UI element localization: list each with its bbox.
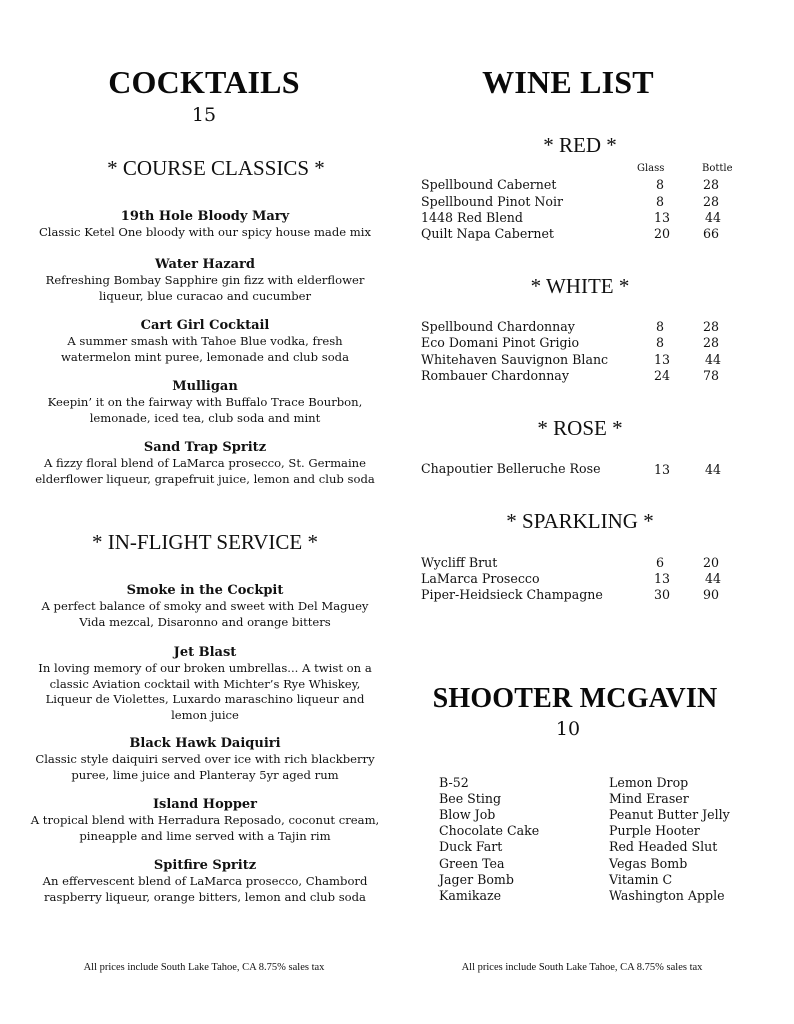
wine-name: Piper-Heidsieck Champagne (421, 587, 603, 602)
cocktail-item (0, 209, 410, 241)
wine-row (421, 352, 751, 368)
section-heading-red: * RED * (543, 133, 617, 157)
glass-price: 13 (654, 352, 671, 367)
bottle-price: 44 (705, 462, 722, 477)
bottle-price: 44 (705, 571, 722, 586)
wine-name: Quilt Napa Cabernet (421, 226, 554, 241)
shooter-item: Jager Bomb (439, 872, 514, 887)
cocktail-description: liqueur, blue curacao and cucumber (98, 288, 312, 303)
cocktail-description: classic Aviation cocktail with Michter’s Rye Whiskey, (49, 676, 361, 691)
cocktail-item (0, 797, 410, 844)
wine-row (421, 319, 751, 335)
cocktail-description: A perfect balance of smoky and sweet with Del Maguey (41, 599, 369, 613)
shooter-item: Blow Job (439, 807, 496, 822)
wine-row (421, 587, 751, 603)
shooter-item: Peanut Butter Jelly (609, 807, 730, 822)
cocktail-description: pineapple and lime served with a Tajin rim (79, 828, 331, 843)
shooters-price: 10 (555, 718, 581, 740)
glass-price: 8 (656, 335, 665, 350)
bottle-price: 28 (703, 319, 720, 334)
glass-price: 13 (654, 571, 671, 586)
cocktail-name: Black Hawk Daiquiri (129, 736, 281, 751)
shooters-title: SHOOTER MCGAVIN (432, 683, 718, 714)
cocktail-description: Classic Ketel One bloody with our spicy house made mix (38, 225, 372, 239)
cocktail-name: Cart Girl Cocktail (140, 318, 270, 333)
bottle-price: 78 (703, 368, 720, 383)
cocktail-description: puree, lime juice and Planteray 5yr aged rum (71, 767, 339, 782)
glass-price: 13 (654, 462, 671, 477)
bottle-price: 90 (703, 587, 720, 602)
column-header-glass: Glass (637, 163, 665, 174)
tax-footnote: All prices include South Lake Tahoe, CA 8.75% sales tax (461, 962, 703, 973)
bottle-price: 44 (705, 352, 722, 367)
cocktail-name: 19th Hole Bloody Mary (120, 209, 290, 224)
bottle-price: 28 (703, 177, 720, 192)
wine-row (421, 335, 751, 351)
cocktail-description: In loving memory of our broken umbrellas... A twist on a (38, 661, 372, 675)
shooter-item: Vegas Bomb (609, 856, 688, 871)
glass-price: 20 (654, 226, 671, 241)
shooter-item: Kamikaze (439, 888, 502, 903)
cocktail-name: Water Hazard (155, 257, 255, 272)
wine-row (421, 368, 751, 384)
cocktail-description: A tropical blend with Herradura Reposado, coconut cream, (30, 813, 380, 827)
wine-name: Spellbound Pinot Noir (421, 194, 564, 209)
wine-row (421, 194, 751, 210)
wine-row (421, 571, 751, 587)
wine-name: Wycliff Brut (421, 555, 498, 570)
wine-row (421, 461, 751, 477)
wine-row (421, 210, 751, 226)
shooter-item: Green Tea (439, 856, 505, 871)
glass-price: 30 (654, 587, 671, 602)
shooter-item: Red Headed Slut (609, 839, 718, 854)
section-heading-in-flight-service: * IN-FLIGHT SERVICE * (91, 530, 318, 554)
cocktail-description: Classic style daiquiri served over ice with rich blackberry (35, 752, 375, 766)
shooter-item: Chocolate Cake (439, 823, 540, 838)
glass-price: 24 (654, 368, 671, 383)
bottle-price: 20 (703, 555, 720, 570)
wine-name: Eco Domani Pinot Grigio (421, 335, 580, 350)
shooter-item: Mind Eraser (609, 791, 689, 806)
cocktail-item (0, 379, 410, 426)
cocktail-item (0, 440, 410, 487)
cocktail-description: A fizzy floral blend of LaMarca prosecco, St. Germaine (43, 456, 367, 470)
shooter-item: Duck Fart (439, 839, 503, 854)
wine-name: Spellbound Cabernet (421, 177, 557, 192)
glass-price: 13 (654, 210, 671, 225)
cocktail-name: Sand Trap Spritz (143, 440, 267, 455)
cocktail-description: Vida mezcal, Disaronno and orange bitters (79, 614, 331, 629)
cocktail-item (0, 858, 410, 905)
cocktail-name: Spitfire Spritz (153, 858, 257, 873)
wine-row (421, 555, 751, 571)
section-heading-rose: * ROSE * (537, 416, 623, 440)
cocktail-description: lemonade, iced tea, club soda and mint (89, 410, 321, 425)
section-heading-sparkling: * SPARKLING * (506, 509, 654, 533)
cocktail-item (0, 583, 410, 630)
cocktail-description: A summer smash with Tahoe Blue vodka, fresh (67, 334, 343, 348)
wine-name: Chapoutier Belleruche Rose (421, 461, 601, 476)
section-heading-course-classics: * COURSE CLASSICS * (107, 156, 325, 180)
wine-row (421, 177, 751, 193)
wine-row (421, 226, 751, 242)
cocktail-item (0, 257, 410, 304)
wine-name: LaMarca Prosecco (421, 571, 540, 586)
cocktail-item (0, 318, 410, 365)
cocktail-description: raspberry liqueur, orange bitters, lemon and club soda (44, 889, 366, 904)
shooter-item: Lemon Drop (609, 775, 689, 790)
column-header-bottle: Bottle (702, 163, 733, 174)
wine-list-title: WINE LIST (482, 64, 654, 100)
shooter-item: Vitamin C (609, 872, 673, 887)
bottle-price: 44 (705, 210, 722, 225)
cocktail-item (0, 736, 410, 783)
cocktail-name: Smoke in the Cockpit (126, 583, 284, 598)
glass-price: 6 (656, 555, 665, 570)
shooter-item: Purple Hooter (609, 823, 700, 838)
wine-name: Whitehaven Sauvignon Blanc (421, 352, 609, 367)
bottle-price: 28 (703, 194, 720, 209)
wine-name: Rombauer Chardonnay (421, 368, 569, 383)
cocktail-description: An effervescent blend of LaMarca prosecco, Chambord (42, 874, 368, 888)
shooter-item: Bee Sting (439, 791, 502, 806)
cocktail-description: Refreshing Bombay Sapphire gin fizz with elderflower (45, 273, 365, 287)
cocktail-description: lemon juice (171, 707, 239, 722)
cocktail-description: Liqueur de Violettes, Luxardo maraschino liqueur and (45, 692, 365, 706)
cocktail-description: Keepin’ it on the fairway with Buffalo Trace Bourbon, (47, 395, 363, 409)
shooter-item: B-52 (439, 775, 469, 790)
glass-price: 8 (656, 177, 665, 192)
cocktails-price: 15 (191, 104, 217, 126)
cocktail-description: watermelon mint puree, lemonade and club soda (60, 349, 350, 364)
glass-price: 8 (656, 319, 665, 334)
glass-price: 8 (656, 194, 665, 209)
bottle-price: 28 (703, 335, 720, 350)
cocktails-title: COCKTAILS (108, 64, 300, 100)
cocktail-name: Jet Blast (173, 645, 237, 660)
shooter-item: Washington Apple (609, 888, 725, 903)
cocktail-name: Island Hopper (152, 797, 258, 812)
section-heading-white: * WHITE * (530, 274, 630, 298)
wine-name: 1448 Red Blend (421, 210, 523, 225)
wine-name: Spellbound Chardonnay (421, 319, 575, 334)
tax-footnote: All prices include South Lake Tahoe, CA 8.75% sales tax (83, 962, 325, 973)
bottle-price: 66 (703, 226, 720, 241)
cocktail-name: Mulligan (172, 379, 238, 394)
cocktail-description: elderflower liqueur, grapefruit juice, lemon and club soda (35, 471, 375, 486)
cocktail-item (0, 645, 410, 723)
